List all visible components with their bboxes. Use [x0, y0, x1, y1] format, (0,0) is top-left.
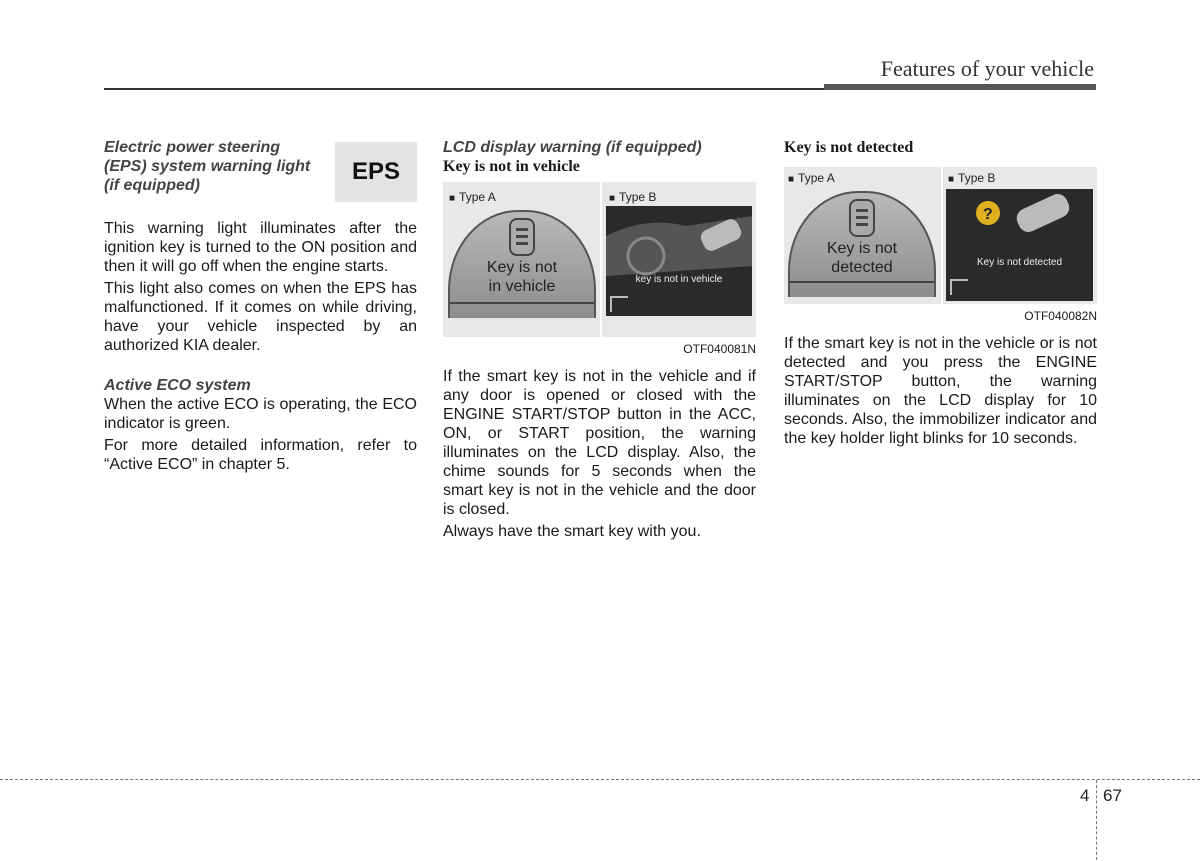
column-key-not-in-vehicle [443, 138, 756, 544]
chapter-number: 4 [1080, 786, 1090, 805]
eco-paragraph-1: When the active ECO is operating, the ECO indicator is green. [104, 396, 417, 432]
key-not-in-vehicle-heading: Key is not in vehicle [443, 158, 580, 175]
question-key-illustration [946, 189, 1093, 301]
type-a-label: ■ Type A [449, 190, 496, 204]
figure-id: OTF040082N [1024, 309, 1097, 323]
eps-paragraph-2: This light also comes on when the EPS has malfunctioned. If it comes on while driving, have your vehicle inspected by an authorized KIA dealer. [104, 280, 417, 354]
figure-id: OTF040081N [683, 342, 756, 356]
key-not-detected-heading: Key is not detected [784, 139, 914, 156]
eps-paragraph-1: This warning light illuminates after the ignition key is turned to the ON position and then it will go off when the engine starts. [104, 220, 417, 275]
header-rule-accent [824, 84, 1096, 90]
column-key-not-detected [784, 138, 1097, 451]
eps-heading: Electric power steering (EPS) system warning light (if equipped) [104, 139, 311, 194]
type-a-label: ■ Type A [788, 171, 835, 185]
running-header: Features of your vehicle [880, 56, 1094, 81]
figure-key-not-in-vehicle [443, 182, 756, 337]
type-a-display: Key is not in vehicle [448, 210, 596, 318]
footer-rule [0, 779, 1200, 780]
smart-key-icon [509, 218, 535, 256]
type-b-label: ■ Type B [609, 190, 657, 204]
type-b-display: ? Key is not detected [946, 189, 1093, 301]
type-b-label: ■ Type B [948, 171, 996, 185]
eps-warning-icon: EPS [335, 142, 417, 202]
eco-heading: Active ECO system [104, 377, 251, 394]
type-a-display: Key is not detected [788, 191, 936, 297]
footer-divider [1096, 780, 1097, 860]
lcd-warning-heading: LCD display warning (if equipped) [443, 139, 702, 156]
page-number: 67 [1103, 786, 1122, 805]
figure-key-not-detected [784, 167, 1097, 304]
always-have-key-paragraph: Always have the smart key with you. [443, 523, 701, 540]
key-not-in-vehicle-paragraph: If the smart key is not in the vehicle and if any door is opened or closed with the ENGINE START/STOP button in the ACC, ON, or START position, the warning illuminates on the LCD display. Also, the chime sounds for 5 seconds when the smart key is not in the vehicle and the door is closed. [443, 368, 756, 518]
key-not-detected-paragraph: If the smart key is not in the vehicle or is not detected and you press the ENGINE START/STOP button, the warning illuminates on the LCD display for 10 seconds. Also, the immobilizer indicator and the key holder light blinks for 10 seconds. [784, 335, 1097, 447]
type-b-display: key is not in vehicle [606, 206, 752, 316]
header-rule [104, 88, 824, 90]
eco-paragraph-2: For more detailed information, refer to “Active ECO” in chapter 5. [104, 437, 417, 473]
smart-key-icon [849, 199, 875, 237]
svg-text:?: ? [983, 206, 993, 223]
